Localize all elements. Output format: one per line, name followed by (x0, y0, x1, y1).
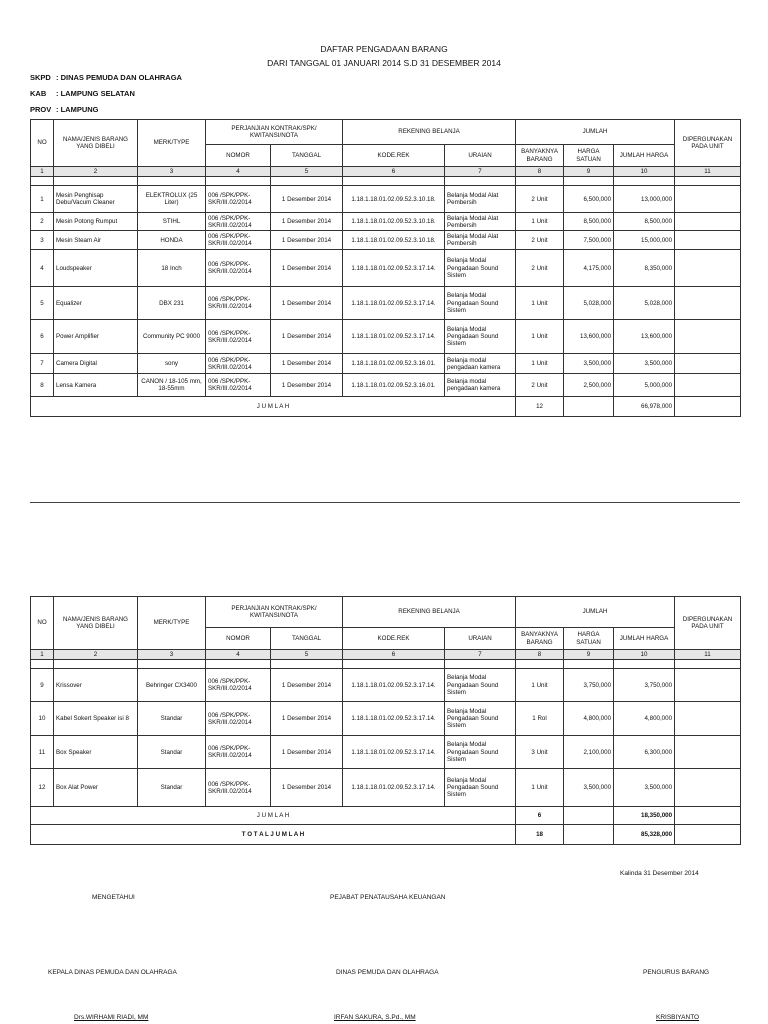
procurement-table-2 (30, 596, 741, 845)
row-used-by-unit (675, 250, 741, 287)
row-no: 7 (31, 354, 54, 374)
signatory-3: KRISBIYANTO (656, 1014, 700, 1021)
page-divider (30, 502, 740, 503)
row-item-name: Mesin Potong Rumput (54, 213, 138, 231)
row-total-price: 8,500,000 (614, 213, 675, 231)
row-item-name: Equalizer (54, 287, 138, 320)
row-description: Belanja Modal Pengadaan Sound Sistem (445, 287, 516, 320)
row-date: 1 Desember 2014 (271, 231, 343, 250)
row-total-price: 5,028,000 (614, 287, 675, 320)
header-perjanjian: PERJANJIAN KONTRAK/SPK/ KWITANSI/NOTA (206, 120, 343, 145)
row-contract-number: 006 /SPK/PPK-SKR/III.02/2014 (206, 374, 271, 397)
table1-total-row (31, 397, 741, 417)
header-kode: KODE.REK (343, 628, 445, 650)
row-date: 1 Desember 2014 (271, 320, 343, 354)
row-no: 11 (31, 736, 54, 769)
row-account-code: 1.18.1.18.01.02.09.52.3.17.14. (343, 702, 445, 736)
row-brand: sony (138, 354, 206, 374)
column-number-row: 1 2 3 4 5 6 7 8 9 10 11 (31, 650, 741, 660)
row-unit-price: 4,800,000 (564, 702, 614, 736)
row-no: 4 (31, 250, 54, 287)
row-date: 1 Desember 2014 (271, 702, 343, 736)
pejabat-label: PEJABAT PENATAUSAHA KEUANGAN (330, 894, 446, 901)
table-row (31, 354, 741, 374)
header-harga: HARGA SATUAN (564, 145, 614, 167)
header-no: NO (31, 120, 54, 167)
row-unit-price: 2,100,000 (564, 736, 614, 769)
row-used-by-unit (675, 354, 741, 374)
table-row (31, 736, 741, 769)
header-dipergunakan: DIPERGUNAKAN PADA UNIT (675, 597, 741, 650)
row-unit-price: 13,600,000 (564, 320, 614, 354)
row-description: Belanja Modal Pengadaan Sound Sistem (445, 320, 516, 354)
table2-total-label: J U M L A H (31, 807, 516, 825)
row-used-by-unit (675, 213, 741, 231)
grand-total-qty: 18 (516, 825, 564, 845)
row-brand: ELEKTROLUX (25 Liter) (138, 186, 206, 213)
row-item-name: Camera Digital (54, 354, 138, 374)
row-total-price: 3,500,000 (614, 354, 675, 374)
header-no: NO (31, 597, 54, 650)
row-no: 2 (31, 213, 54, 231)
row-account-code: 1.18.1.18.01.02.09.52.3.16.01. (343, 354, 445, 374)
kepala-dinas-label: KEPALA DINAS PEMUDA DAN OLAHRAGA (48, 969, 177, 976)
table-row (31, 702, 741, 736)
header-jumlah-harga: JUMLAH HARGA (614, 145, 675, 167)
header-kode: KODE.REK (343, 145, 445, 167)
row-contract-number: 006 /SPK/PPK-SKR/III.02/2014 (206, 287, 271, 320)
row-unit-price: 7,500,000 (564, 231, 614, 250)
row-account-code: 1.18.1.18.01.02.09.52.3.17.14. (343, 287, 445, 320)
header-jumlah: JUMLAH (516, 597, 675, 628)
row-used-by-unit (675, 231, 741, 250)
header-nama: NAMA/JENIS BARANG YANG DIBELI (54, 120, 138, 167)
row-total-price: 3,750,000 (614, 669, 675, 702)
row-total-price: 13,000,000 (614, 186, 675, 213)
meta-kab: KAB : LAMPUNG SELATAN (30, 89, 135, 98)
row-brand: Community PC 9000 (138, 320, 206, 354)
row-date: 1 Desember 2014 (271, 186, 343, 213)
row-quantity: 3 Unit (516, 736, 564, 769)
header-nomor: NOMOR (206, 628, 271, 650)
column-number-row: 1 2 3 4 5 6 7 8 9 10 11 (31, 167, 741, 177)
row-brand: 18 Inch (138, 250, 206, 287)
header-banyaknya: BANYAKNYA BARANG (516, 628, 564, 650)
row-contract-number: 006 /SPK/PPK-SKR/III.02/2014 (206, 231, 271, 250)
header-rekening: REKENING BELANJA (343, 597, 516, 628)
header-banyaknya: BANYAKNYA BARANG (516, 145, 564, 167)
table2-total-row (31, 807, 741, 825)
row-account-code: 1.18.1.18.01.02.09.52.3.17.14. (343, 669, 445, 702)
row-description: Belanja Modal Pengadaan Sound Sistem (445, 769, 516, 807)
header-uraian: URAIAN (445, 145, 516, 167)
row-quantity: 2 Unit (516, 374, 564, 397)
row-item-name: Box Alat Power (54, 769, 138, 807)
table1-total-amount: 66,978,000 (614, 397, 675, 417)
header-merk: MERK/TYPE (138, 597, 206, 650)
table-row (31, 320, 741, 354)
row-item-name: Kabel Sokert Speaker isi 8 (54, 702, 138, 736)
row-unit-price: 3,500,000 (564, 769, 614, 807)
row-account-code: 1.18.1.18.01.02.09.52.3.17.14. (343, 250, 445, 287)
row-quantity: 1 Unit (516, 320, 564, 354)
row-contract-number: 006 /SPK/PPK-SKR/III.02/2014 (206, 320, 271, 354)
row-quantity: 1 Unit (516, 354, 564, 374)
row-used-by-unit (675, 702, 741, 736)
row-brand: DBX 231 (138, 287, 206, 320)
header-nomor: NOMOR (206, 145, 271, 167)
row-brand: CANON / 18-105 mm, 18-55mm (138, 374, 206, 397)
row-used-by-unit (675, 186, 741, 213)
row-no: 1 (31, 186, 54, 213)
document-title: DAFTAR PENGADAAN BARANG (320, 44, 448, 54)
row-brand: Standar (138, 736, 206, 769)
header-nama: NAMA/JENIS BARANG YANG DIBELI (54, 597, 138, 650)
row-quantity: 1 Unit (516, 213, 564, 231)
signatory-2: IRFAN SAKURA, S.Pd., MM (334, 1014, 416, 1021)
row-contract-number: 006 /SPK/PPK-SKR/III.02/2014 (206, 769, 271, 807)
grand-total-label: T O T A L J U M L A H (31, 825, 516, 845)
row-contract-number: 006 /SPK/PPK-SKR/III.02/2014 (206, 702, 271, 736)
row-item-name: Power Amplifier (54, 320, 138, 354)
table-row (31, 250, 741, 287)
row-used-by-unit (675, 669, 741, 702)
row-contract-number: 006 /SPK/PPK-SKR/III.02/2014 (206, 669, 271, 702)
row-unit-price: 4,175,000 (564, 250, 614, 287)
table1-total-qty: 12 (516, 397, 564, 417)
header-uraian: URAIAN (445, 628, 516, 650)
grand-total-row (31, 825, 741, 845)
row-unit-price: 6,500,000 (564, 186, 614, 213)
row-no: 3 (31, 231, 54, 250)
row-quantity: 2 Unit (516, 250, 564, 287)
row-contract-number: 006 /SPK/PPK-SKR/III.02/2014 (206, 736, 271, 769)
header-harga: HARGA SATUAN (564, 628, 614, 650)
header-tanggal: TANGGAL (271, 145, 343, 167)
row-account-code: 1.18.1.18.01.02.09.52.3.16.01. (343, 374, 445, 397)
table1-total-label: J U M L A H (31, 397, 516, 417)
row-used-by-unit (675, 374, 741, 397)
row-used-by-unit (675, 287, 741, 320)
row-item-name: Box Speaker (54, 736, 138, 769)
grand-total-amount: 85,328,000 (614, 825, 675, 845)
procurement-table-1 (30, 119, 741, 417)
row-quantity: 1 Unit (516, 769, 564, 807)
row-description: Belanja Modal Alat Pembersih (445, 213, 516, 231)
row-brand: Behringer CX3400 (138, 669, 206, 702)
row-contract-number: 006 /SPK/PPK-SKR/III.02/2014 (206, 186, 271, 213)
table2-total-amount: 18,350,000 (614, 807, 675, 825)
row-used-by-unit (675, 769, 741, 807)
row-used-by-unit (675, 736, 741, 769)
row-item-name: Krissover (54, 669, 138, 702)
row-used-by-unit (675, 320, 741, 354)
row-date: 1 Desember 2014 (271, 354, 343, 374)
row-description: Belanja Modal Pengadaan Sound Sistem (445, 736, 516, 769)
row-unit-price: 3,500,000 (564, 354, 614, 374)
row-quantity: 1 Unit (516, 669, 564, 702)
row-date: 1 Desember 2014 (271, 669, 343, 702)
row-date: 1 Desember 2014 (271, 213, 343, 231)
row-total-price: 4,800,000 (614, 702, 675, 736)
row-description: Belanja Modal Pengadaan Sound Sistem (445, 669, 516, 702)
pengurus-label: PENGURUS BARANG (643, 969, 710, 976)
row-contract-number: 006 /SPK/PPK-SKR/III.02/2014 (206, 250, 271, 287)
row-account-code: 1.18.1.18.01.02.09.52.3.10.18. (343, 231, 445, 250)
row-account-code: 1.18.1.18.01.02.09.52.3.17.14. (343, 320, 445, 354)
row-item-name: Loudspeaker (54, 250, 138, 287)
row-unit-price: 5,028,000 (564, 287, 614, 320)
row-total-price: 5,000,000 (614, 374, 675, 397)
mengetahui-label: MENGETAHUI (92, 894, 135, 901)
row-no: 8 (31, 374, 54, 397)
row-account-code: 1.18.1.18.01.02.09.52.3.10.18. (343, 186, 445, 213)
row-quantity: 1 Rol (516, 702, 564, 736)
table-row (31, 287, 741, 320)
row-item-name: Mesin Steam Air (54, 231, 138, 250)
row-description: Belanja modal pengadaan kamera (445, 354, 516, 374)
table-row (31, 213, 741, 231)
row-item-name: Mesin Penghisap Debu/Vacum Cleaner (54, 186, 138, 213)
header-jumlah: JUMLAH (516, 120, 675, 145)
table-row (31, 769, 741, 807)
row-description: Belanja modal pengadaan kamera (445, 374, 516, 397)
row-unit-price: 8,500,000 (564, 213, 614, 231)
table2-total-qty: 6 (516, 807, 564, 825)
table-row (31, 669, 741, 702)
row-account-code: 1.18.1.18.01.02.09.52.3.10.18. (343, 213, 445, 231)
row-account-code: 1.18.1.18.01.02.09.52.3.17.14. (343, 769, 445, 807)
row-account-code: 1.18.1.18.01.02.09.52.3.17.14. (343, 736, 445, 769)
row-item-name: Lensa Kamera (54, 374, 138, 397)
document-period: DARI TANGGAL 01 JANUARI 2014 S.D 31 DESEMBER 2014 (267, 58, 501, 68)
row-contract-number: 006 /SPK/PPK-SKR/III.02/2014 (206, 213, 271, 231)
row-description: Belanja Modal Alat Pembersih (445, 231, 516, 250)
row-unit-price: 2,500,000 (564, 374, 614, 397)
table-row (31, 374, 741, 397)
row-no: 10 (31, 702, 54, 736)
row-date: 1 Desember 2014 (271, 736, 343, 769)
row-date: 1 Desember 2014 (271, 374, 343, 397)
row-quantity: 1 Unit (516, 287, 564, 320)
header-rekening: REKENING BELANJA (343, 120, 516, 145)
header-tanggal: TANGGAL (271, 628, 343, 650)
signatory-1: Drs.WIRHAMI RIADI, MM (74, 1014, 149, 1021)
row-brand: STIHL (138, 213, 206, 231)
row-no: 5 (31, 287, 54, 320)
table-row (31, 231, 741, 250)
dinas-label: DINAS PEMUDA DAN OLAHRAGA (336, 969, 439, 976)
row-total-price: 3,500,000 (614, 769, 675, 807)
header-dipergunakan: DIPERGUNAKAN PADA UNIT (675, 120, 741, 167)
row-contract-number: 006 /SPK/PPK-SKR/III.02/2014 (206, 354, 271, 374)
row-quantity: 2 Unit (516, 186, 564, 213)
row-total-price: 8,350,000 (614, 250, 675, 287)
row-date: 1 Desember 2014 (271, 250, 343, 287)
row-description: Belanja Modal Alat Pembersih (445, 186, 516, 213)
row-total-price: 13,600,000 (614, 320, 675, 354)
row-unit-price: 3,750,000 (564, 669, 614, 702)
row-date: 1 Desember 2014 (271, 287, 343, 320)
row-quantity: 2 Unit (516, 231, 564, 250)
meta-prov: PROV : LAMPUNG (30, 105, 99, 114)
meta-skpd: SKPD : DINAS PEMUDA DAN OLAHRAGA (30, 73, 182, 82)
row-no: 9 (31, 669, 54, 702)
row-brand: Standar (138, 769, 206, 807)
place-date: Kalinda 31 Desember 2014 (620, 870, 699, 877)
table-row (31, 186, 741, 213)
row-brand: Standar (138, 702, 206, 736)
row-date: 1 Desember 2014 (271, 769, 343, 807)
row-description: Belanja Modal Pengadaan Sound Sistem (445, 702, 516, 736)
header-jumlah-harga: JUMLAH HARGA (614, 628, 675, 650)
row-total-price: 15,000,000 (614, 231, 675, 250)
row-description: Belanja Modal Pengadaan Sound Sistem (445, 250, 516, 287)
row-no: 12 (31, 769, 54, 807)
row-no: 6 (31, 320, 54, 354)
row-brand: HONDA (138, 231, 206, 250)
row-total-price: 6,300,000 (614, 736, 675, 769)
header-perjanjian: PERJANJIAN KONTRAK/SPK/ KWITANSI/NOTA (206, 597, 343, 628)
header-merk: MERK/TYPE (138, 120, 206, 167)
